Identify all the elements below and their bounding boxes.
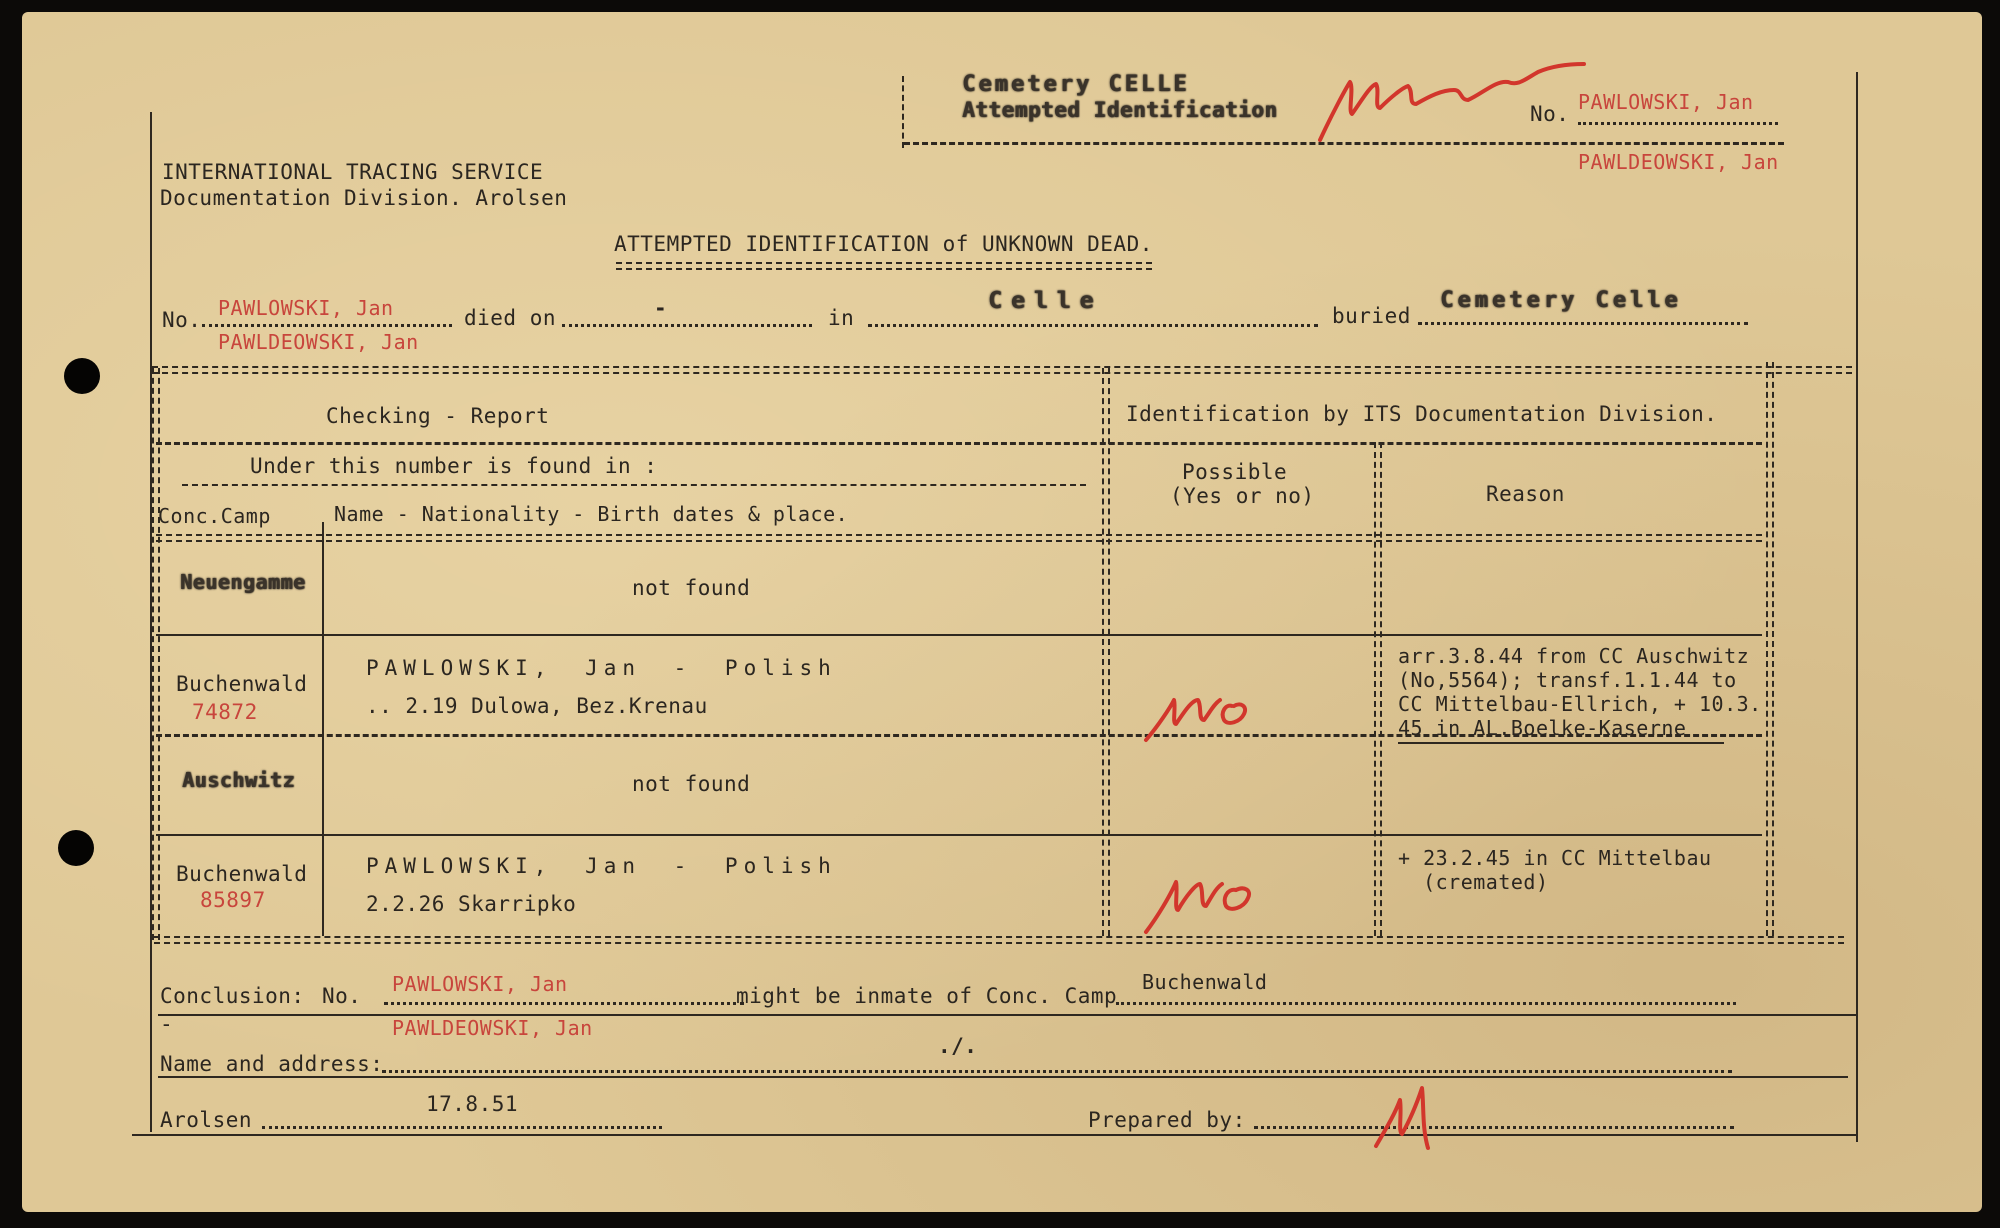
- header-name-2: PAWLDEOWSKI, Jan: [1578, 150, 1779, 174]
- frame-bottom-line: [132, 1134, 1856, 1136]
- col-reason-header: Reason: [1486, 482, 1565, 506]
- footer-date: 17.8.51: [426, 1092, 519, 1116]
- record-name-1: PAWLOWSKI, Jan: [218, 296, 394, 320]
- record-name-2: PAWLDEOWSKI, Jan: [218, 330, 419, 354]
- org-line-2: Documentation Division. Arolsen: [160, 186, 568, 210]
- row-2-reason-4: 45 in AL.Boelke-Kaserne: [1398, 716, 1687, 740]
- conclusion-no-label: No.: [322, 984, 362, 1008]
- row-4-camp: Buchenwald: [176, 862, 308, 886]
- col-name-header: Name - Nationality - Birth dates & place.: [334, 502, 849, 526]
- record-no-label: No.: [162, 308, 202, 332]
- died-on-label: died on: [464, 306, 557, 330]
- died-on-value: -: [654, 296, 668, 320]
- col-possible-header-1: Possible: [1182, 460, 1288, 484]
- prepared-by-initials: [1372, 1076, 1452, 1156]
- row-2-possible-handwritten-no: [1140, 670, 1290, 750]
- in-label: in: [828, 306, 855, 330]
- conclusion-name-2: PAWLDEOWSKI, Jan: [392, 1016, 593, 1040]
- table-divider-possible: [1374, 442, 1382, 936]
- row-4-line1: PAWLOWSKI, Jan - Polish: [366, 854, 837, 878]
- died-on-dots: [562, 324, 812, 327]
- document-card: [22, 12, 1982, 1212]
- row-2-reason-2: (No,5564); transf.1.1.44 to: [1398, 668, 1737, 692]
- in-dots: [868, 324, 1318, 327]
- form-title-underline: [616, 262, 1152, 270]
- footer-prepared-label: Prepared by:: [1088, 1108, 1246, 1132]
- header-name-1: PAWLOWSKI, Jan: [1578, 90, 1754, 114]
- row-4-possible-handwritten-no: [1140, 850, 1290, 940]
- buried-value: Cemetery Celle: [1440, 288, 1682, 313]
- row-2-camp: Buchenwald: [176, 672, 308, 696]
- row-4-reason-2: (cremated): [1398, 870, 1549, 894]
- row-2-reason-1: arr.3.8.44 from CC Auschwitz: [1398, 644, 1750, 668]
- footer-date-dots: [262, 1126, 662, 1129]
- found-in-rule: [182, 484, 1086, 486]
- form-title: ATTEMPTED IDENTIFICATION of UNKNOWN DEAD.: [614, 232, 1153, 256]
- name-address-label: Name and address:: [160, 1052, 384, 1076]
- col-camp-header: Conc.Camp: [158, 504, 271, 528]
- buried-dots: [1418, 322, 1748, 325]
- punch-hole-bottom: [58, 830, 94, 866]
- table-divider-main: [1102, 368, 1110, 936]
- row-2-line2: .. 2.19 Dulowa, Bez.Krenau: [366, 694, 708, 718]
- row-2-reason-underline: [1398, 742, 1724, 744]
- col-possible-header-2: (Yes or no): [1170, 484, 1315, 508]
- row-1-line1: not found: [632, 576, 751, 600]
- table-divider-camp: [322, 522, 324, 936]
- conclusion-no-dots: [384, 1002, 744, 1005]
- table-left-border: [152, 368, 160, 940]
- header-box-left: [902, 76, 904, 148]
- punch-hole-top: [64, 358, 100, 394]
- in-value: Celle: [988, 288, 1103, 314]
- table-bottom-border: [154, 936, 1844, 944]
- found-in-label: Under this number is found in :: [250, 454, 658, 478]
- row-3-camp: Auschwitz: [182, 768, 295, 792]
- row-2-line1: PAWLOWSKI, Jan - Polish: [366, 656, 837, 680]
- row-3-line1: not found: [632, 772, 751, 796]
- conclusion-label: Conclusion:: [160, 984, 305, 1008]
- name-address-rule: [158, 1076, 1848, 1078]
- row-1-camp: Neuengamme: [180, 570, 306, 594]
- table-right-border: [1766, 362, 1774, 936]
- footer-place-label: Arolsen: [160, 1108, 253, 1132]
- header-no-label: No.: [1530, 102, 1570, 126]
- conclusion-dash: -: [160, 1012, 174, 1036]
- name-address-dots: [382, 1070, 1732, 1073]
- frame-right-line: [1856, 72, 1858, 1142]
- table-left-header: Checking - Report: [326, 404, 550, 428]
- footer-prepared-dots: [1254, 1126, 1734, 1129]
- row-2-reason-3: CC Mittelbau-Ellrich, + 10.3.: [1398, 692, 1762, 716]
- row-separator-3: [156, 834, 1762, 836]
- row-2-number: 74872: [192, 700, 258, 724]
- table-top-border: [152, 366, 1852, 374]
- header-subtitle: Attempted Identification: [962, 98, 1278, 122]
- red-pen-scribble-header: [1312, 42, 1612, 152]
- row-separator-1: [156, 634, 1762, 636]
- table-header-rule: [156, 442, 1762, 445]
- row-4-number: 85897: [200, 888, 266, 912]
- record-no-dots: [202, 324, 452, 327]
- conclusion-name-1: PAWLOWSKI, Jan: [392, 972, 568, 996]
- header-cemetery: Cemetery CELLE: [962, 72, 1190, 97]
- name-address-value: ./.: [938, 1034, 978, 1058]
- table-column-header-rule: [156, 534, 1762, 542]
- row-4-reason-1: + 23.2.45 in CC Mittelbau: [1398, 846, 1712, 870]
- org-line-1: INTERNATIONAL TRACING SERVICE: [162, 160, 544, 184]
- conclusion-camp: Buchenwald: [1142, 970, 1268, 994]
- conclusion-camp-dots: [1116, 1002, 1736, 1005]
- table-right-header: Identification by ITS Documentation Division.: [1126, 402, 1718, 426]
- row-4-line2: 2.2.26 Skarripko: [366, 892, 577, 916]
- buried-label: buried: [1332, 304, 1411, 328]
- conclusion-middle-text: might be inmate of Conc. Camp: [736, 984, 1118, 1008]
